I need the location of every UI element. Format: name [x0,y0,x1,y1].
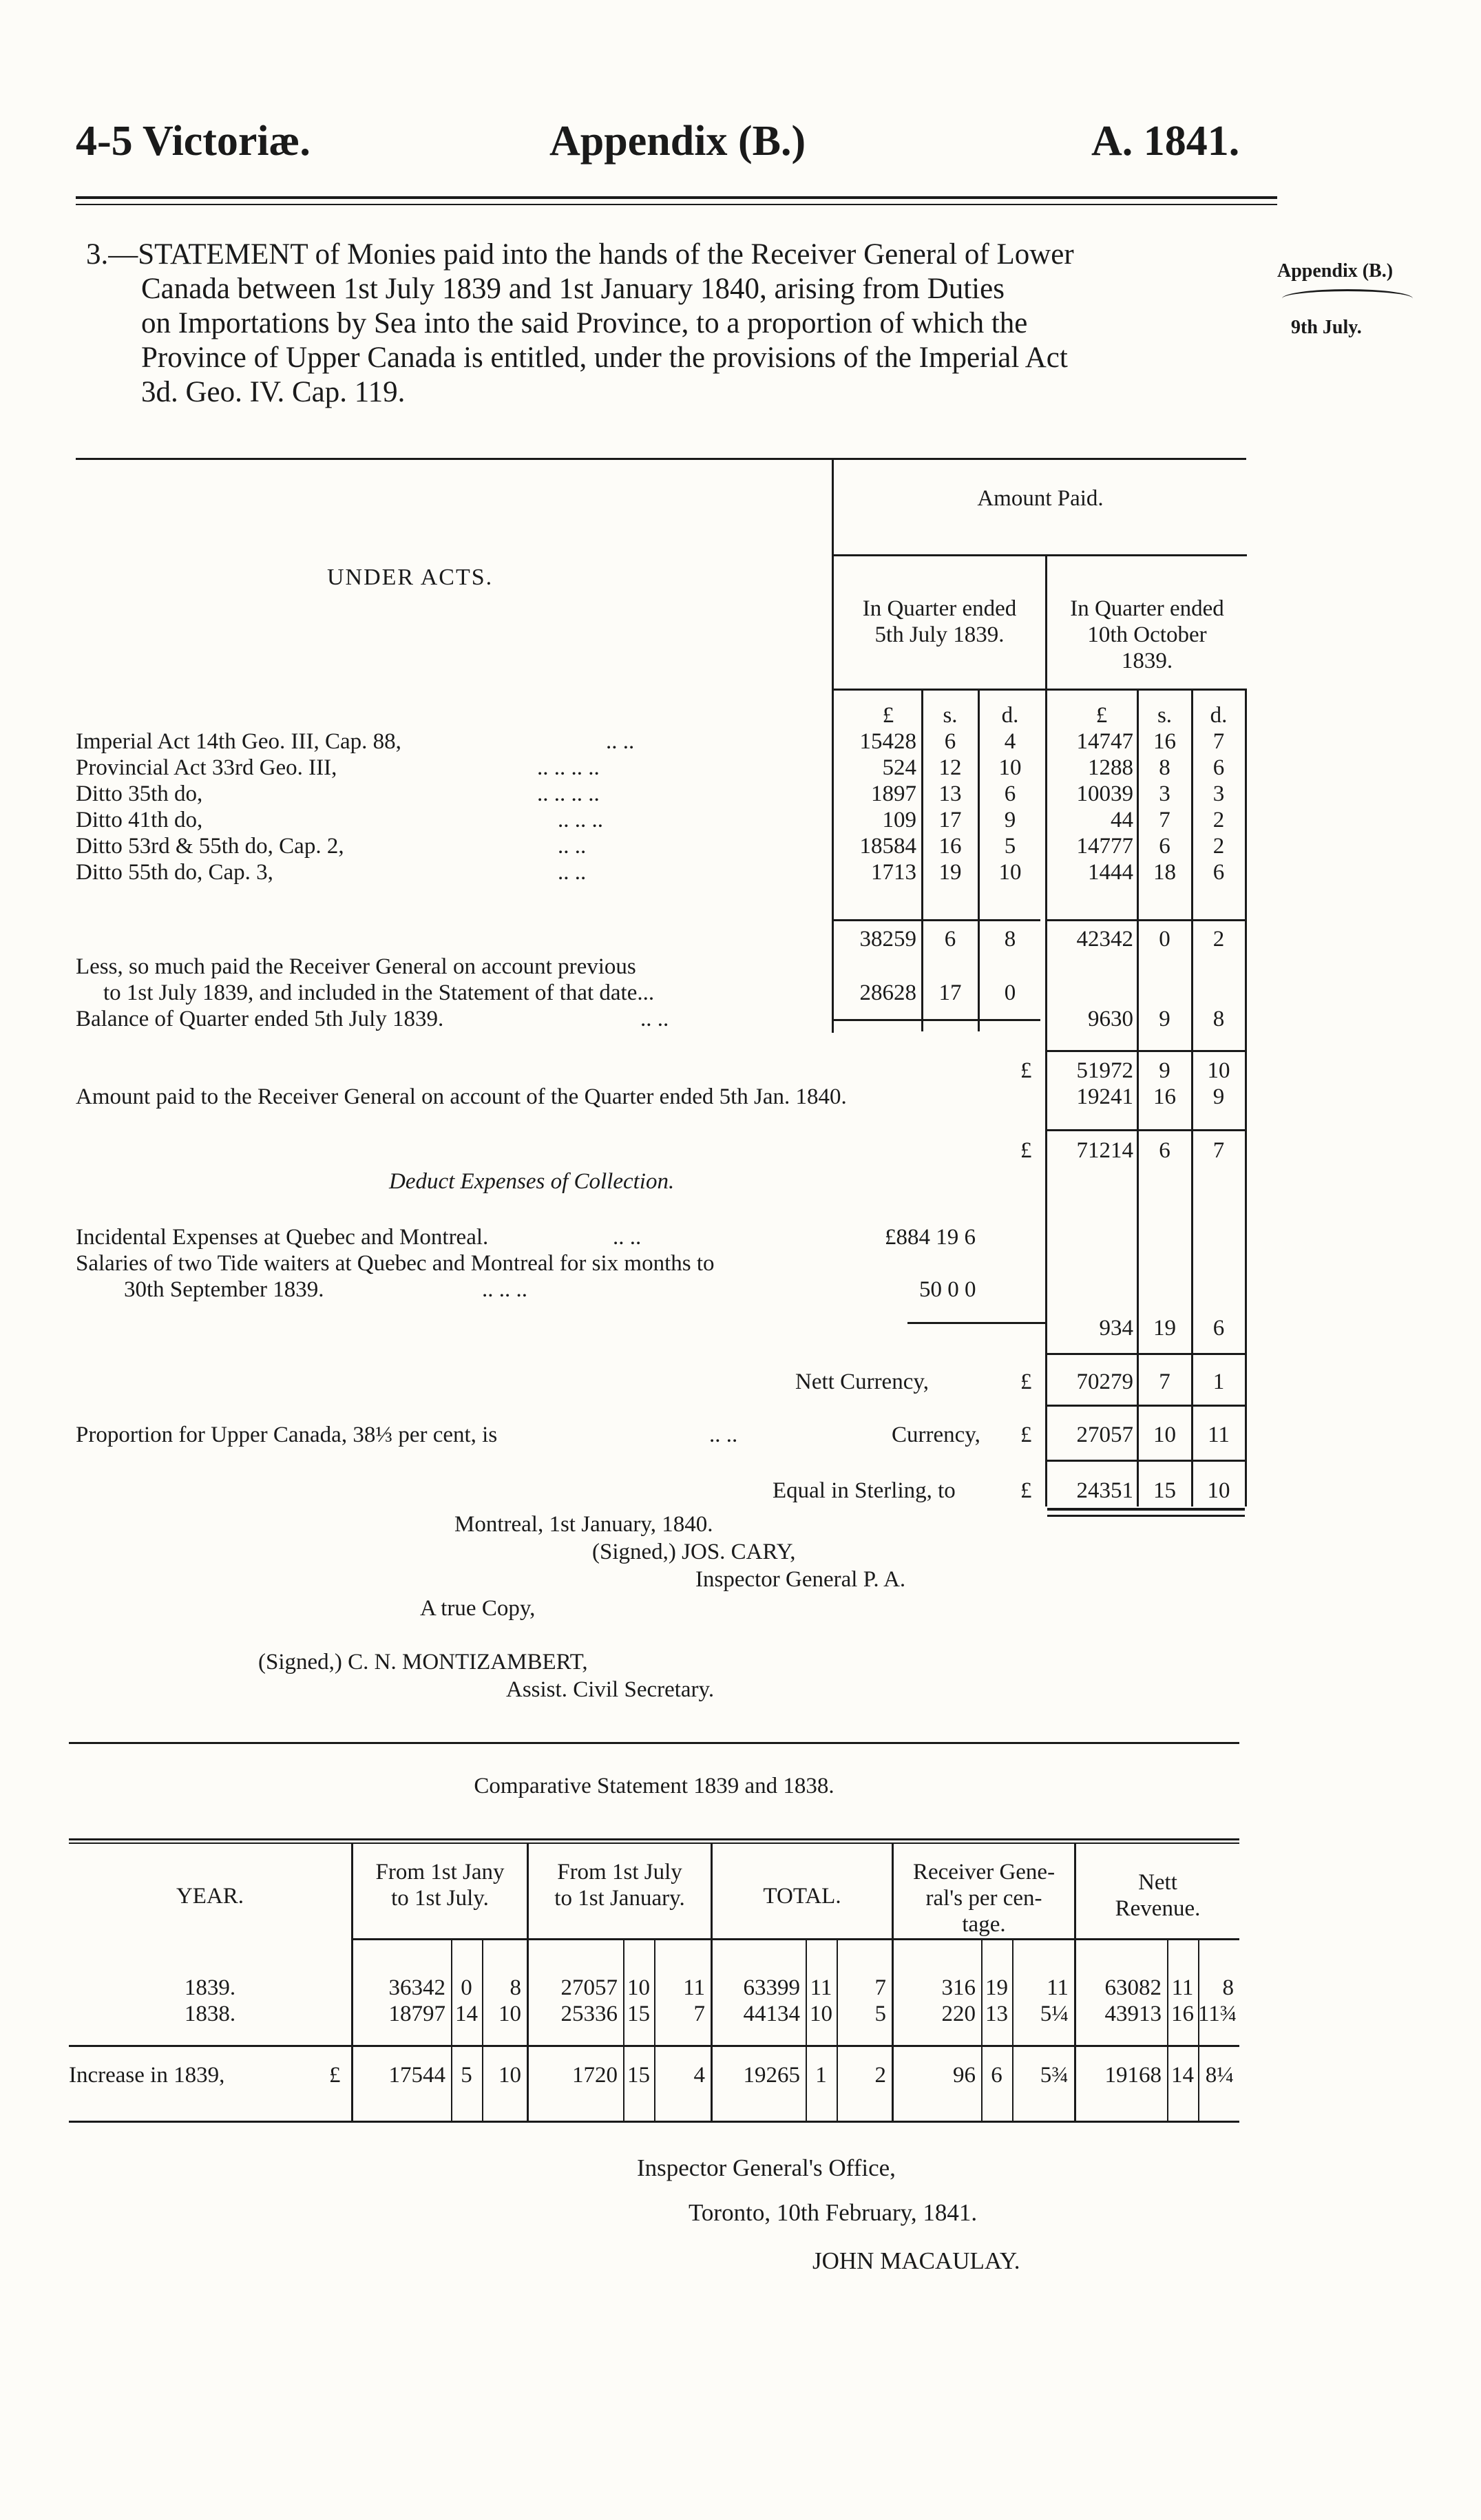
total-a-pence: 8 [1004,927,1016,952]
cell-shillings: 15 [627,2002,650,2026]
cell-pounds: 43913 [1104,2002,1162,2026]
col-nett-header-2: Revenue. [1115,1896,1201,1921]
table2-subcolumn-divider [482,1940,483,2121]
sum1-rule [1047,1050,1245,1052]
cell-shillings: 13 [985,2002,1008,2026]
act-a-shillings: 16 [938,834,962,859]
footer-office: Inspector General's Office, [637,2154,896,2181]
header-rule-thin [76,204,1277,205]
act-a-pence: 4 [1004,729,1016,754]
intro-line: on Importations by Sea into the said Province, to a proportion of which the [141,307,1028,339]
act-a-pounds: 15428 [859,729,916,754]
cell-pounds: 18797 [388,2002,445,2026]
sum2-pound-sign: £ [1020,1138,1032,1163]
cell-pence: 5¾ [1040,2063,1069,2088]
cell-shillings: 0 [461,1975,472,2000]
cell-pounds: 316 [941,1975,976,2000]
col-receiver-header-1: Receiver Gene- [912,1860,1055,1884]
nett-label: Nett Currency, [795,1369,929,1394]
act-b-pounds: 1288 [1088,755,1133,780]
total-b-shillings: 0 [1159,927,1170,952]
intro-line: Province of Upper Canada is entitled, under the provisions of the Imperial Act [141,342,1068,374]
act-b-shillings: 3 [1159,781,1170,806]
year-cell: 1838. [184,2002,236,2026]
true-copy-label: A true Copy, [420,1596,536,1621]
sum2-pounds: 71214 [1076,1138,1133,1163]
col-receiver-header-3: tage. [962,1912,1006,1937]
cell-pounds: 19265 [743,2063,800,2088]
total-b-pence: 2 [1212,927,1225,952]
header-left: 4-5 Victoriæ. [76,118,311,165]
cell-pence: 11 [1047,1975,1069,2000]
act-a-pounds: 1897 [871,781,916,806]
signature-title-cary: Inspector General P. A. [695,1567,906,1592]
side-note-appendix: Appendix (B.) [1277,260,1394,282]
amount-paid-label: Amount paid to the Receiver General on account of the Quarter ended 5th Jan. 1840. [76,1084,847,1109]
act-a-shillings: 13 [938,781,962,806]
act-label: Ditto 53rd & 55th do, Cap. 2, [76,834,344,859]
sum2-pence: 7 [1212,1138,1225,1163]
cell-shillings: 15 [627,2063,650,2088]
cell-pence: 10 [498,2063,521,2088]
increase-label: Increase in 1839, [69,2063,225,2088]
col-july-jan-header-1: From 1st July [557,1860,682,1884]
sterling-rule [1047,1460,1245,1462]
q1-header-line2: 5th July 1839. [874,622,1005,647]
act-label: Ditto 41th do, [76,808,203,832]
balance-b-shillings: 9 [1159,1007,1170,1031]
cell-shillings: 16 [1171,2002,1194,2026]
table2-subcolumn-divider [451,1940,452,2121]
unit-pound-b: £ [1095,703,1108,728]
table2-subcolumn-divider [806,1940,807,2121]
act-label: Ditto 35th do, [76,781,203,806]
cell-pence: 8¼ [1205,2063,1234,2088]
act-b-shillings: 16 [1153,729,1176,754]
header-center: Appendix (B.) [549,118,806,165]
less-a-pence: 0 [1004,980,1016,1005]
cell-pence: 11¾ [1198,2002,1237,2026]
cell-pence: 11 [683,1975,705,2000]
act-dots: .. .. .. [558,808,603,832]
cell-pounds: 96 [953,2063,976,2088]
cell-shillings: 19 [985,1975,1008,2000]
header-right: A. 1841. [1091,118,1240,165]
statement-intro [86,238,1270,410]
total-rule-b [1047,919,1245,921]
act-b-pounds: 44 [1111,808,1133,832]
sterling-double-rule-2 [1047,1515,1245,1517]
proportion-pound-sign: £ [1020,1422,1032,1447]
cell-pounds: 27057 [560,1975,618,2000]
act-dots: .. .. [606,729,635,754]
amount-b-pence: 9 [1212,1084,1225,1109]
nett-pound-sign: £ [1020,1369,1032,1394]
cell-pounds: 25336 [560,2002,618,2026]
total-a-shillings: 6 [944,927,956,952]
quarter-header-rule [834,689,1247,691]
proportion-shillings: 10 [1153,1422,1176,1447]
act-b-pence: 3 [1212,781,1225,806]
act-a-pence: 9 [1004,808,1016,832]
incidental-value: £884 19 6 [885,1225,976,1250]
cell-pounds: 220 [941,2002,976,2026]
nett-pounds: 70279 [1076,1369,1133,1394]
act-a-pounds: 18584 [859,834,916,859]
table2-bottom-rule [69,2121,1239,2123]
total-a-pounds: 38259 [859,927,916,952]
act-b-pence: 2 [1212,808,1225,832]
balance-b-pence: 8 [1212,1007,1225,1031]
act-dots: .. .. .. .. [537,781,600,806]
act-label: Imperial Act 14th Geo. III, Cap. 88, [76,729,401,754]
under-acts-heading: UNDER ACTS. [327,565,494,590]
act-dots: .. .. .. .. [537,755,600,780]
col-year-header: YEAR. [176,1884,244,1909]
table2-subcolumn-divider [837,1940,838,2121]
sum2-rule [1047,1129,1245,1131]
act-b-shillings: 18 [1153,860,1176,885]
unit-pence-a: d. [1001,703,1019,728]
cell-pounds: 63399 [743,1975,800,2000]
act-a-shillings: 17 [938,808,962,832]
cell-shillings: 5 [461,2063,472,2088]
sum2-shillings: 6 [1159,1138,1170,1163]
act-b-pounds: 14777 [1076,834,1133,859]
q2-header-line3: 1839. [1121,649,1173,673]
deduct-title: Deduct Expenses of Collection. [389,1169,675,1194]
unit-pence-b: d. [1210,703,1228,728]
cell-pence: 8 [510,1975,521,2000]
cell-shillings: 11 [1171,1975,1194,2000]
cell-pence: 2 [874,2063,886,2088]
proportion-rule [1047,1405,1245,1407]
proportion-pence: 11 [1208,1422,1230,1447]
col-jan-july-header-1: From 1st Jany [375,1860,505,1884]
balance-dots: .. .. [640,1007,669,1031]
table2-subcolumn-divider [654,1940,655,2121]
table2-top-rule-thin [69,1842,1239,1844]
cell-pounds: 1720 [572,2063,618,2088]
table2-subcolumn-divider [1012,1940,1013,2121]
cell-pence: 8 [1222,1975,1234,2000]
col-receiver-header-2: ral's per cen- [925,1886,1042,1911]
cell-shillings: 1 [815,2063,827,2088]
salaries-label-line1: Salaries of two Tide waiters at Quebec and Montreal for six months to [76,1251,715,1276]
expenses-rule [907,1322,1045,1324]
sterling-pound-sign: £ [1020,1478,1032,1503]
table2-separator [69,1742,1239,1744]
less-a-pounds: 28628 [859,980,916,1005]
unit-pound-a: £ [882,703,894,728]
total-rule-a [834,919,1040,921]
nett-shillings: 7 [1159,1369,1170,1394]
less-label-line1: Less, so much paid the Receiver General on account previous [76,954,636,979]
act-a-pounds: 1713 [871,860,916,885]
act-b-pence: 2 [1212,834,1225,859]
unit-shilling-b: s. [1157,703,1173,728]
sterling-pence: 10 [1207,1478,1230,1503]
balance-label: Balance of Quarter ended 5th July 1839. [76,1007,444,1031]
expenses-pence: 6 [1212,1316,1225,1341]
act-b-shillings: 6 [1159,834,1170,859]
side-note-date: 9th July. [1291,317,1362,338]
q2-header-line2: 10th October [1087,622,1207,647]
footer-name: JOHN MACAULAY. [812,2247,1020,2274]
col-july-jan-header-2: to 1st January. [554,1886,685,1911]
table2-subcolumn-divider [1198,1940,1199,2121]
act-a-pence: 10 [998,755,1022,780]
act-label: Ditto 55th do, Cap. 3, [76,860,273,885]
expenses-pounds: 934 [1099,1316,1133,1341]
act-label: Provincial Act 33rd Geo. III, [76,755,337,780]
nett-pence: 1 [1212,1369,1225,1394]
less-a-shillings: 17 [938,980,962,1005]
act-b-pence: 7 [1212,729,1225,754]
q2-header-line1: In Quarter ended [1070,596,1224,621]
act-a-shillings: 6 [944,729,956,754]
table1-top-rule [76,458,1246,460]
act-a-shillings: 12 [938,755,962,780]
side-note-brace [1282,289,1413,308]
act-b-shillings: 7 [1159,808,1170,832]
signature-title-montizambert: Assist. Civil Secretary. [506,1677,715,1702]
signature-place-date: Montreal, 1st January, 1840. [454,1512,713,1537]
cell-pounds: 17544 [388,2063,445,2088]
cell-pence: 5¼ [1040,2002,1069,2026]
incidental-label: Incidental Expenses at Quebec and Montreal. [76,1225,489,1250]
table2-header-rule [353,1938,1239,1940]
sum1-pounds: 51972 [1076,1058,1133,1083]
comparative-title: Comparative Statement 1839 and 1838. [474,1774,834,1798]
total-b-pounds: 42342 [1076,927,1133,952]
table2-subcolumn-divider [623,1940,624,2121]
col-divider-b-right [1245,691,1247,1506]
amount-paid-heading: Amount Paid. [977,486,1104,511]
act-a-pence: 5 [1004,834,1016,859]
cell-pounds: 44134 [743,2002,800,2026]
cell-pence: 7 [874,1975,886,2000]
table2-top-rule [69,1838,1239,1840]
sterling-shillings: 15 [1153,1478,1176,1503]
col-nett-header-1: Nett [1138,1870,1177,1895]
table2-subcolumn-divider [981,1940,983,2121]
act-b-pence: 6 [1212,755,1225,780]
table2-increase-rule [69,2045,1239,2047]
sum1-pound-sign: £ [1020,1058,1032,1083]
signature-signed-cary: (Signed,) JOS. CARY, [592,1540,796,1564]
increase-pound-sign: £ [329,2063,341,2088]
proportion-pounds: 27057 [1076,1422,1133,1447]
cell-pounds: 63082 [1104,1975,1162,2000]
act-b-pounds: 14747 [1076,729,1133,754]
act-a-shillings: 19 [938,860,962,885]
proportion-label: Proportion for Upper Canada, 38⅓ per cent, is [76,1422,498,1447]
unit-shilling-a: s. [943,703,958,728]
less-label-line2: to 1st July 1839, and included in the Statement of that date... [103,980,655,1005]
proportion-dots: .. .. [709,1422,738,1447]
col-total-header: TOTAL. [763,1884,841,1909]
salaries-value: 50 0 0 [919,1277,976,1302]
header-rule [76,196,1277,199]
expenses-shillings: 19 [1153,1316,1176,1341]
salaries-label-line2: 30th September 1839. [124,1277,324,1302]
amount-b-shillings: 16 [1153,1084,1176,1109]
q1-header-line1: In Quarter ended [862,596,1017,621]
act-dots: .. .. [558,860,587,885]
act-dots: .. .. [558,834,587,859]
cell-shillings: 10 [810,2002,832,2026]
year-cell: 1839. [184,1975,236,2000]
amount-paid-rule [834,554,1247,556]
cell-shillings: 14 [1171,2063,1194,2088]
intro-line: 3d. Geo. IV. Cap. 119. [141,376,406,408]
nett-rule [1047,1353,1245,1355]
balance-b-pounds: 9630 [1088,1007,1133,1031]
sum1-pence: 10 [1207,1058,1230,1083]
cell-pounds: 36342 [388,1975,445,2000]
act-b-pence: 6 [1212,860,1225,885]
cell-pence: 5 [874,2002,886,2026]
signature-signed-montizambert: (Signed,) C. N. MONTIZAMBERT, [258,1650,588,1674]
act-a-pence: 10 [998,860,1022,885]
amount-b-pounds: 19241 [1076,1084,1133,1109]
cell-shillings: 10 [627,1975,650,2000]
act-b-pounds: 10039 [1076,781,1133,806]
currency-label: Currency, [892,1422,980,1447]
footer-place-date: Toronto, 10th February, 1841. [689,2199,978,2226]
cell-pence: 10 [498,2002,521,2026]
act-b-shillings: 8 [1159,755,1170,780]
sterling-double-rule-1 [1047,1508,1245,1511]
intro-line: Canada between 1st July 1839 and 1st January 1840, arising from Duties [141,273,1005,305]
sterling-label: Equal in Sterling, to [773,1478,956,1503]
cell-pence: 4 [693,2063,705,2088]
table2-subcolumn-divider [1167,1940,1168,2121]
salaries-dots: .. .. .. [482,1277,527,1302]
cell-shillings: 14 [455,2002,478,2026]
cell-shillings: 6 [991,2063,1002,2088]
less-rule [834,1019,1040,1021]
cell-shillings: 11 [810,1975,832,2000]
act-a-pounds: 109 [882,808,916,832]
cell-pounds: 19168 [1104,2063,1162,2088]
incidental-dots: .. .. [613,1225,642,1250]
act-a-pounds: 524 [882,755,916,780]
col-jan-july-header-2: to 1st July. [391,1886,489,1911]
sterling-pounds: 24351 [1076,1478,1133,1503]
act-b-pounds: 1444 [1088,860,1133,885]
cell-pence: 7 [693,2002,705,2026]
act-a-pence: 6 [1004,781,1016,806]
intro-line: 3.—STATEMENT of Monies paid into the hands of the Receiver General of Lower [86,238,1074,271]
sum1-shillings: 9 [1159,1058,1170,1083]
